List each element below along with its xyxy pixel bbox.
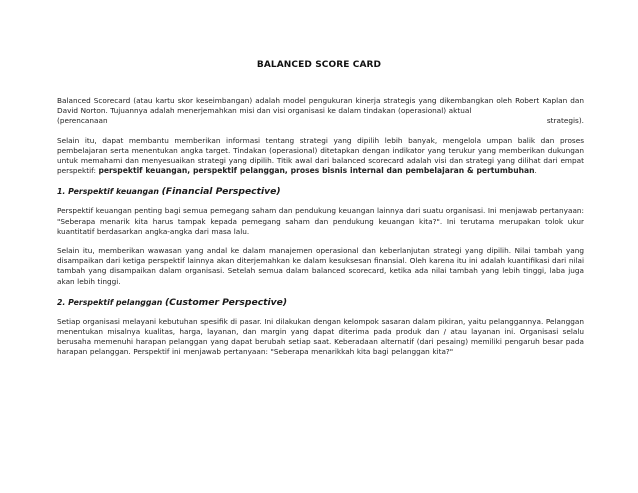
section-2-heading-main: 2. Perspektif pelanggan [57, 297, 165, 307]
document-title: BALANCED SCORE CARD [256, 60, 382, 70]
intro-paragraph-2-text: Selain itu, dapat membantu memberikan informasi tentang strategi yang dipilih lebih banyak, mengelola umpan balik dan proses pembelajaran serta menentukan angka target. Tindakan (operasional) ditetapkan dengan indikator yang terukur yang memberikan dukungan untuk memahami dan menyesuaikan strategi yang dipilih. Titik awal dari balanced scorecard adalah visi dan strategi yang dilihat dari empat perspektif: [57, 135, 584, 176]
section-2-heading [57, 297, 584, 308]
section-1-paragraph-1: Perspektif keuangan penting bagi semua pemegang saham dan pendukung keuangan lainnya dari suatu organisasi. Ini menjawab pertanyaan: "Seberapa menarik kita harus tampak kepada pemegang saham dan pendukung keuangan kita?". Ini terutama merupakan tolok ukur kuantitatif berdasarkan angka-angka dari masa lalu. [57, 206, 584, 236]
section-2-heading-paren: (Customer Perspective) [164, 296, 288, 308]
four-perspectives-list: perspektif keuangan, perspektif pelanggan, proses bisnis internal dan pembelajaran & pertumbuhan [98, 166, 535, 176]
intro-paragraph-1-end-right: strategis). [546, 116, 584, 126]
section-1-heading-main: 1. Perspektif keuangan [57, 187, 162, 197]
section-2-paragraph-1: Setiap organisasi melayani kebutuhan spesifik di pasar. Ini dilakukan dengan kelompok sasaran dalam pikiran, yaitu pelanggannya. Pelanggan menentukan misalnya kualitas, harga, layanan, dan margin yang dapat diterima pada produk dan / atau layanan ini. Organisasi selalu berusaha memenuhi harapan pelanggan yang dapat berubah setiap saat. Keberadaan alternatif (dari pesaing) memiliki pengaruh besar pada harapan pelanggan. Perspektif ini menjawab pertanyaan: "Seberapa menarikkah kita bagi pelanggan kita?" [57, 316, 584, 357]
section-1-paragraph-2: Selain itu, memberikan wawasan yang andal ke dalam manajemen operasional dan keberlanjutan strategi yang dipilih. Nilai tambah yang disampaikan dari ketiga perspektif lainnya akan diterjemahkan ke dalam kesuksesan finansial. Oleh karena itu ini adalah kuantifikasi dari nilai tambah yang disampaikan dalam organisasi. Setelah semua dalam balanced scorecard, ketika ada nilai tambah yang lebih tinggi, laba juga akan lebih tinggi. [57, 246, 584, 286]
intro-paragraph-1-last-line [57, 116, 584, 126]
intro-paragraph-1-text: Balanced Scorecard (atau kartu skor keseimbangan) adalah model pengukuran kinerja strategis yang dikembangkan oleh Robert Kaplan dan David Norton. Tujuannya adalah menerjemahkan misi dan visi organisasi ke dalam tindakan (operasional) aktual [57, 96, 584, 116]
intro-paragraph-2 [57, 136, 584, 177]
section-1-heading-paren: (Financial Perspective) [161, 186, 281, 198]
intro-paragraph-1-end-left: (perencanaan [57, 116, 108, 126]
document-body [57, 96, 584, 366]
intro-paragraph-1 [57, 96, 584, 127]
intro-paragraph-2-end: . [534, 166, 537, 176]
section-1-heading [57, 186, 584, 197]
